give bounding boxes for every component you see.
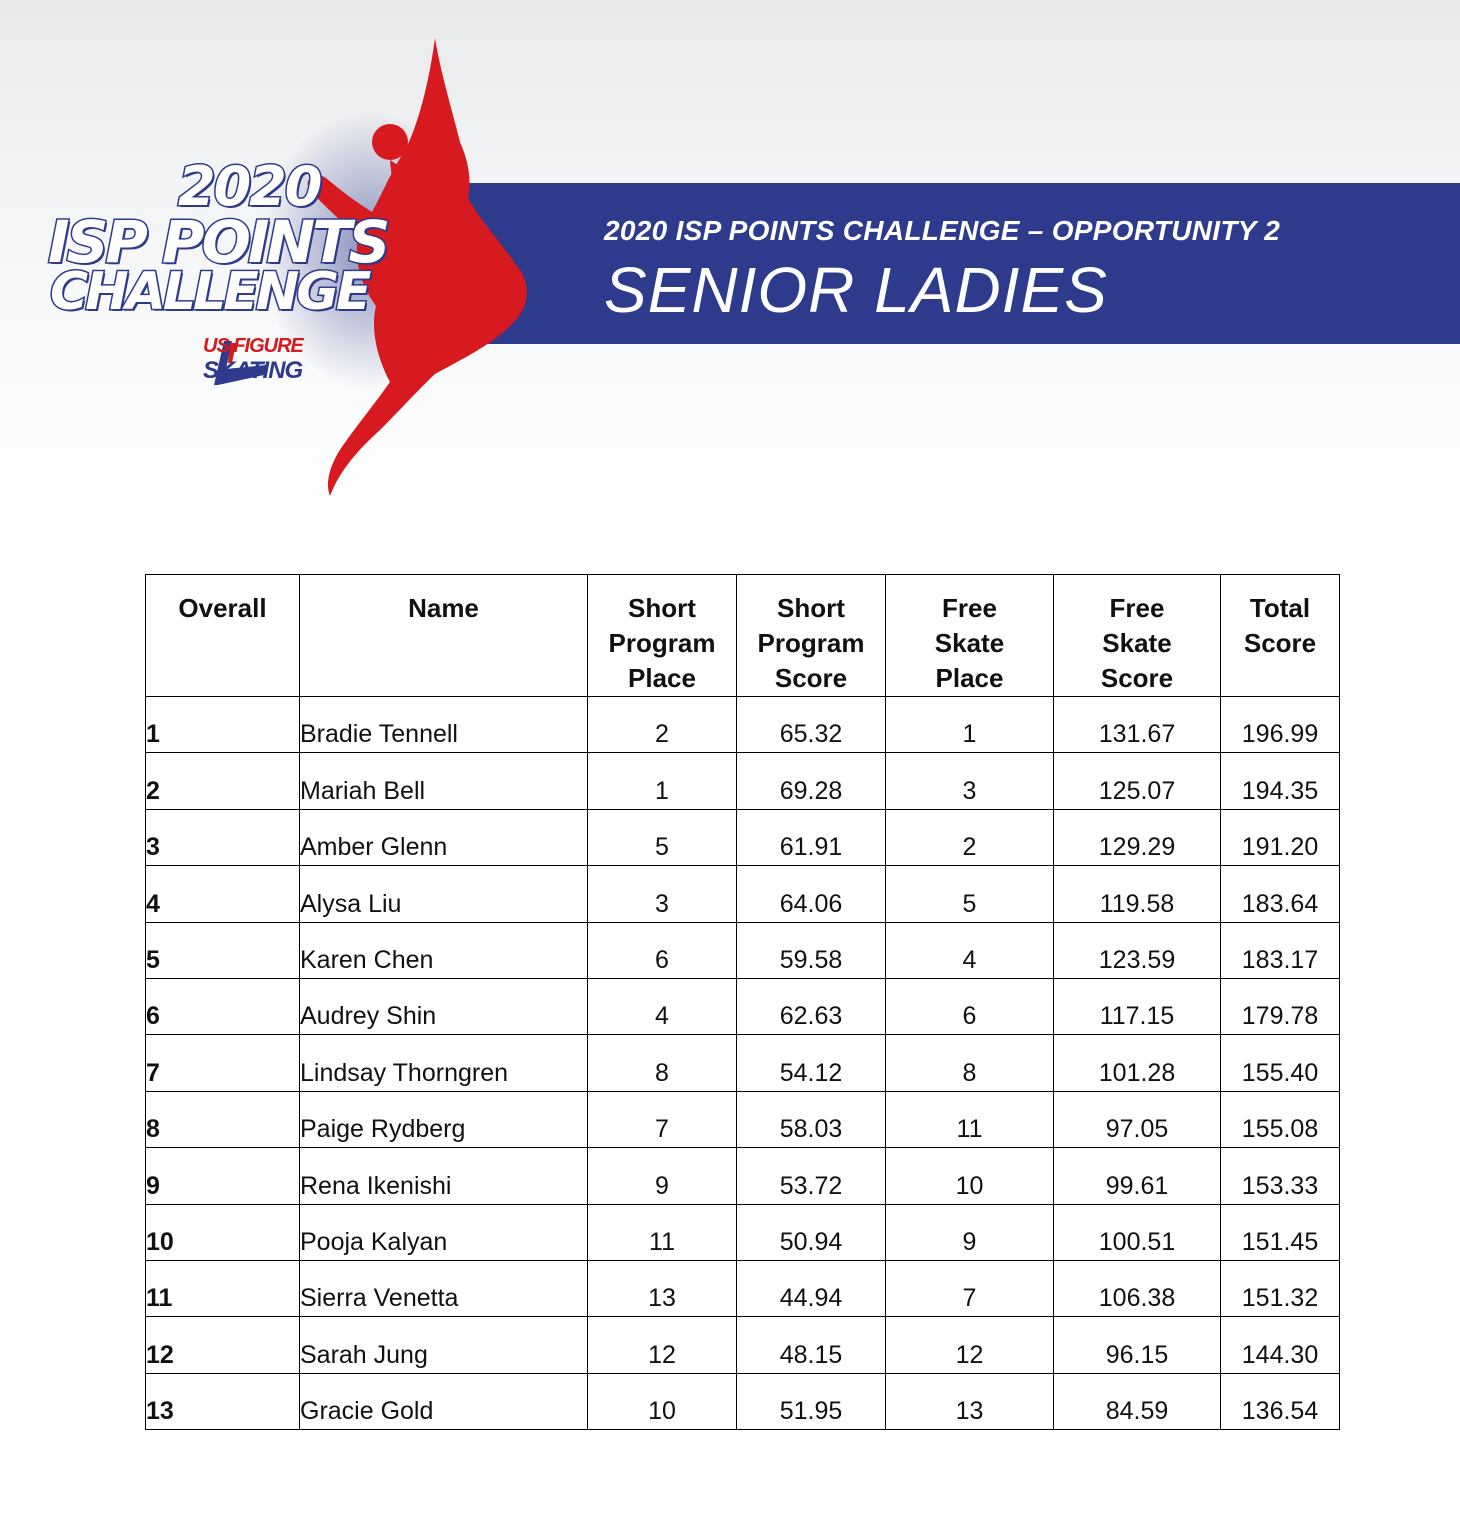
cell-sp-place: 4 xyxy=(588,978,737,1034)
cell-fs-place: 1 xyxy=(886,697,1054,753)
cell-fs-score: 123.59 xyxy=(1054,922,1221,978)
cell-sp-score: 64.06 xyxy=(737,866,886,922)
cell-fs-place: 8 xyxy=(886,1035,1054,1091)
cell-fs-place: 7 xyxy=(886,1260,1054,1316)
cell-total: 151.45 xyxy=(1221,1204,1340,1260)
cell-sp-score: 54.12 xyxy=(737,1035,886,1091)
cell-sp-score: 58.03 xyxy=(737,1091,886,1147)
table-row xyxy=(146,1035,1340,1091)
cell-fs-score: 84.59 xyxy=(1054,1373,1221,1429)
table-row xyxy=(146,1148,1340,1204)
cell-total: 153.33 xyxy=(1221,1148,1340,1204)
cell-name: Alysa Liu xyxy=(300,866,588,922)
cell-fs-place: 2 xyxy=(886,809,1054,865)
cell-name: Gracie Gold xyxy=(300,1373,588,1429)
header-name: Name xyxy=(300,575,588,697)
header-sp-score: Short Program Score xyxy=(737,575,886,697)
org-line1: US FIGURE xyxy=(203,335,303,357)
cell-fs-score: 97.05 xyxy=(1054,1091,1221,1147)
cell-overall: 6 xyxy=(146,978,300,1034)
cell-fs-score: 100.51 xyxy=(1054,1204,1221,1260)
cell-fs-place: 13 xyxy=(886,1373,1054,1429)
header-fs-place: Free Skate Place xyxy=(886,575,1054,697)
cell-sp-score: 65.32 xyxy=(737,697,886,753)
cell-name: Mariah Bell xyxy=(300,753,588,809)
cell-total: 183.64 xyxy=(1221,866,1340,922)
cell-fs-score: 99.61 xyxy=(1054,1148,1221,1204)
cell-name: Bradie Tennell xyxy=(300,697,588,753)
cell-sp-score: 51.95 xyxy=(737,1373,886,1429)
table-row xyxy=(146,978,1340,1034)
logo-year: 2020 xyxy=(178,155,321,218)
cell-fs-place: 4 xyxy=(886,922,1054,978)
cell-name: Sierra Venetta xyxy=(300,1260,588,1316)
cell-fs-place: 6 xyxy=(886,978,1054,1034)
cell-overall: 8 xyxy=(146,1091,300,1147)
cell-name: Sarah Jung xyxy=(300,1317,588,1373)
cell-name: Rena Ikenishi xyxy=(300,1148,588,1204)
cell-name: Lindsay Thorngren xyxy=(300,1035,588,1091)
cell-total: 151.32 xyxy=(1221,1260,1340,1316)
cell-sp-score: 48.15 xyxy=(737,1317,886,1373)
org-line2: SKATING xyxy=(203,357,303,384)
table-row xyxy=(146,753,1340,809)
us-figure-skating-logo xyxy=(155,335,325,387)
logo-line1: ISP POINTS xyxy=(48,208,388,276)
cell-overall: 1 xyxy=(146,697,300,753)
cell-name: Paige Rydberg xyxy=(300,1091,588,1147)
cell-overall: 9 xyxy=(146,1148,300,1204)
table-row xyxy=(146,922,1340,978)
cell-sp-place: 11 xyxy=(588,1204,737,1260)
cell-fs-score: 129.29 xyxy=(1054,809,1221,865)
cell-overall: 7 xyxy=(146,1035,300,1091)
cell-sp-score: 50.94 xyxy=(737,1204,886,1260)
cell-sp-score: 61.91 xyxy=(737,809,886,865)
table-row xyxy=(146,1204,1340,1260)
cell-sp-score: 62.63 xyxy=(737,978,886,1034)
table-row xyxy=(146,1317,1340,1373)
cell-overall: 5 xyxy=(146,922,300,978)
cell-sp-place: 6 xyxy=(588,922,737,978)
cell-fs-score: 101.28 xyxy=(1054,1035,1221,1091)
cell-overall: 12 xyxy=(146,1317,300,1373)
cell-total: 136.54 xyxy=(1221,1373,1340,1429)
cell-sp-place: 13 xyxy=(588,1260,737,1316)
table-row xyxy=(146,1091,1340,1147)
cell-fs-score: 106.38 xyxy=(1054,1260,1221,1316)
cell-fs-score: 131.67 xyxy=(1054,697,1221,753)
cell-fs-place: 5 xyxy=(886,866,1054,922)
table-row xyxy=(146,1260,1340,1316)
event-logo xyxy=(40,30,560,510)
cell-name: Karen Chen xyxy=(300,922,588,978)
cell-name: Pooja Kalyan xyxy=(300,1204,588,1260)
cell-sp-place: 5 xyxy=(588,809,737,865)
cell-overall: 11 xyxy=(146,1260,300,1316)
cell-fs-score: 96.15 xyxy=(1054,1317,1221,1373)
cell-fs-score: 125.07 xyxy=(1054,753,1221,809)
cell-sp-place: 1 xyxy=(588,753,737,809)
logo-line2: CHALLENGE xyxy=(50,262,369,322)
header-fs-score: Free Skate Score xyxy=(1054,575,1221,697)
cell-sp-score: 59.58 xyxy=(737,922,886,978)
cell-sp-score: 69.28 xyxy=(737,753,886,809)
cell-sp-place: 10 xyxy=(588,1373,737,1429)
header-total: Total Score xyxy=(1221,575,1340,697)
cell-fs-place: 12 xyxy=(886,1317,1054,1373)
cell-total: 196.99 xyxy=(1221,697,1340,753)
category-title: SENIOR LADIES xyxy=(604,254,1108,326)
table-row xyxy=(146,809,1340,865)
cell-name: Amber Glenn xyxy=(300,809,588,865)
title-banner xyxy=(430,183,1460,344)
header-sp-place: Short Program Place xyxy=(588,575,737,697)
cell-sp-place: 7 xyxy=(588,1091,737,1147)
cell-overall: 10 xyxy=(146,1204,300,1260)
cell-sp-place: 3 xyxy=(588,866,737,922)
cell-total: 183.17 xyxy=(1221,922,1340,978)
cell-overall: 2 xyxy=(146,753,300,809)
cell-name: Audrey Shin xyxy=(300,978,588,1034)
cell-fs-score: 119.58 xyxy=(1054,866,1221,922)
event-subtitle: 2020 ISP POINTS CHALLENGE – OPPORTUNITY 2 xyxy=(604,215,1281,246)
header-overall: Overall xyxy=(146,575,300,697)
cell-overall: 3 xyxy=(146,809,300,865)
cell-fs-place: 11 xyxy=(886,1091,1054,1147)
cell-total: 191.20 xyxy=(1221,809,1340,865)
cell-total: 179.78 xyxy=(1221,978,1340,1034)
cell-total: 155.40 xyxy=(1221,1035,1340,1091)
header-row xyxy=(146,575,1340,697)
cell-sp-place: 9 xyxy=(588,1148,737,1204)
cell-sp-place: 12 xyxy=(588,1317,737,1373)
cell-total: 144.30 xyxy=(1221,1317,1340,1373)
cell-sp-place: 8 xyxy=(588,1035,737,1091)
cell-fs-place: 10 xyxy=(886,1148,1054,1204)
cell-sp-score: 53.72 xyxy=(737,1148,886,1204)
cell-overall: 4 xyxy=(146,866,300,922)
cell-overall: 13 xyxy=(146,1373,300,1429)
cell-total: 155.08 xyxy=(1221,1091,1340,1147)
results-table xyxy=(145,574,1340,1430)
table-row xyxy=(146,697,1340,753)
table-row xyxy=(146,1373,1340,1429)
cell-total: 194.35 xyxy=(1221,753,1340,809)
cell-fs-place: 9 xyxy=(886,1204,1054,1260)
cell-sp-place: 2 xyxy=(588,697,737,753)
table-row xyxy=(146,866,1340,922)
cell-sp-score: 44.94 xyxy=(737,1260,886,1316)
cell-fs-score: 117.15 xyxy=(1054,978,1221,1034)
cell-fs-place: 3 xyxy=(886,753,1054,809)
